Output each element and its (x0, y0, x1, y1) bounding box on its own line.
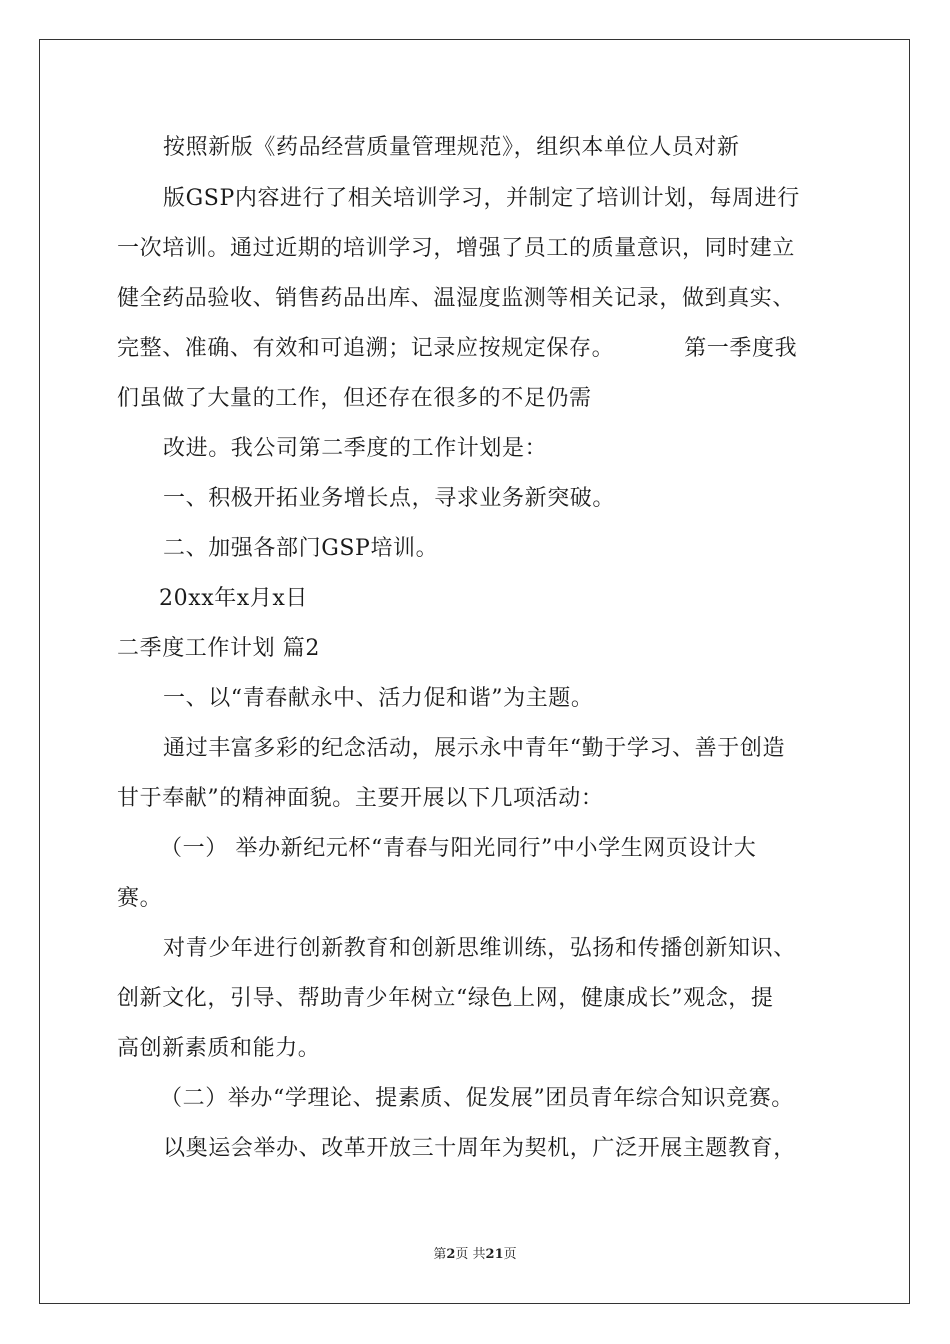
paragraph-line: 赛。 (117, 886, 163, 911)
date-line: 20xx年x月x日 (159, 586, 309, 611)
paragraph-line: 们虽做了大量的工作，但还存在很多的不足仍需 (117, 386, 592, 411)
paragraph-line: 高创新素质和能力。 (117, 1036, 321, 1061)
paragraph-line: 创新文化，引导、帮助青少年树立“绿色上网，健康成长”观念，提 (117, 986, 774, 1011)
paragraph-line: 以奥运会举办、改革开放三十周年为契机，广泛开展主题教育， (163, 1136, 796, 1161)
paragraph-line: 健全药品验收、销售药品出库、温湿度监测等相关记录，做到真实、 (117, 286, 796, 311)
page-border (39, 39, 910, 1304)
paragraph-line: 对青少年进行创新教育和创新思维训练，弘扬和传播创新知识、 (163, 936, 796, 961)
current-page-number: 2 (446, 1247, 456, 1262)
paragraph-line (117, 334, 797, 364)
total-pages-number: 21 (485, 1247, 504, 1262)
paragraph-line-part: 第一季度我 (684, 336, 798, 361)
sub-item: （一） 举办新纪元杯“青春与阳光同行”中小学生网页设计大 (160, 836, 757, 861)
paragraph-line: 改进。我公司第二季度的工作计划是： (163, 436, 548, 461)
list-item: 一、以“青春献永中、活力促和谐”为主题。 (163, 686, 594, 711)
page-footer: 第2页 共21页 (433, 1247, 517, 1262)
list-item: 一、积极开拓业务增长点，寻求业务新突破。 (163, 486, 616, 511)
sub-item: （二）举办“学理论、提素质、促发展”团员青年综合知识竞赛。 (160, 1086, 794, 1111)
paragraph-line: 一次培训。通过近期的培训学习，增强了员工的质量意识，同时建立 (117, 236, 796, 261)
paragraph-line: 通过丰富多彩的纪念活动，展示永中青年“勤于学习、善于创造 (163, 736, 786, 761)
paragraph-line: 版GSP内容进行了相关培训学习，并制定了培训计划，每周进行 (163, 186, 800, 211)
paragraph-line: 按照新版《药品经营质量管理规范》，组织本单位人员对新 (163, 135, 740, 160)
paragraph-line-part: 完整、准确、有效和可追溯；记录应按规定保存。 (117, 336, 615, 361)
section-heading: 二季度工作计划 篇2 (117, 636, 320, 661)
list-item: 二、加强各部门GSP培训。 (163, 536, 439, 561)
paragraph-line: 甘于奉献”的精神面貌。主要开展以下几项活动： (117, 786, 604, 811)
